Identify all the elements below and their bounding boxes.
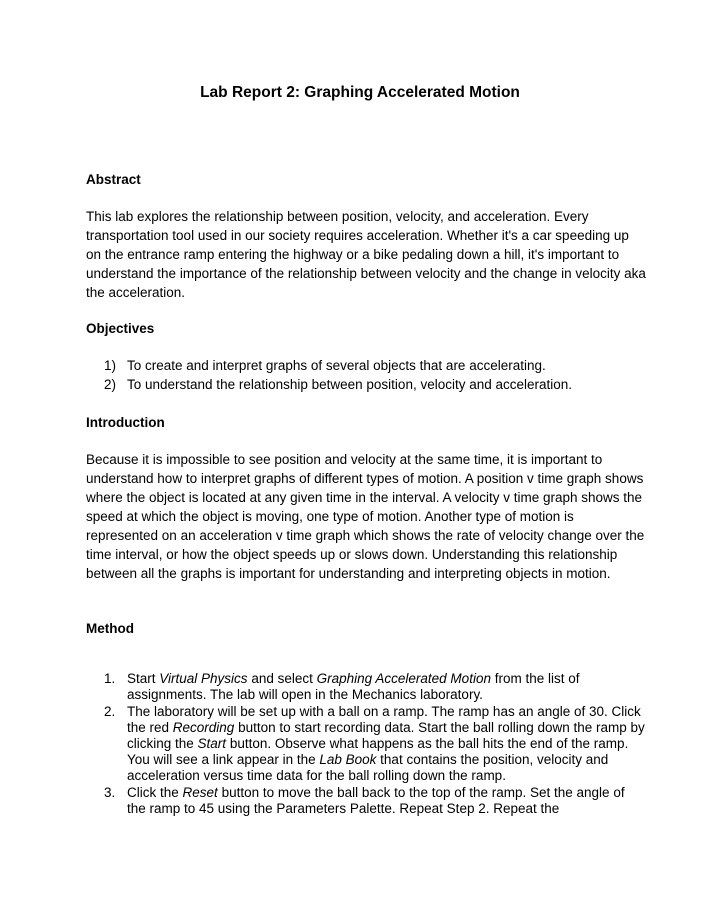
abstract-heading: Abstract <box>86 172 141 187</box>
list-item <box>86 375 646 394</box>
list-number: 1. <box>104 671 116 686</box>
method-steps-list <box>86 671 646 817</box>
objectives-list <box>86 356 646 394</box>
abstract-body: This lab explores the relationship between position, velocity, and acceleration. Every transportation tool used in our society requires acceleration. Whether it's a car speeding up on the entrance ramp entering the highway or a bike pedaling down a hill, it's important to understand the importance of the relationship between velocity and the change in velocity aka the acceleration. <box>86 209 646 300</box>
objectives-heading: Objectives <box>86 321 155 336</box>
list-item-text: To create and interpret graphs of several objects that are accelerating. <box>127 358 546 373</box>
list-item <box>86 356 646 375</box>
introduction-body: Because it is impossible to see position and velocity at the same time, it is important to understand how to interpret graphs of different types of motion. A position v time graph shows where the object is located at any given time in the interval. A velocity v time graph shows the speed at which the object is moving, one type of motion. Another type of motion is represented on an acceleration v time graph which shows the rate of velocity change over the time interval, or how the object speeds up or slows down. Understanding this relationship between all the graphs is important for understanding and interpreting objects in motion. <box>86 452 645 581</box>
list-item: 1. Start Virtual Physics and select Graphing Accelerated Motion from the list of assignments. The lab will open in the Mechanics laboratory. <box>104 671 580 702</box>
list-item-text: To understand the relationship between position, velocity and acceleration. <box>127 377 573 392</box>
list-number: 2) <box>104 377 117 392</box>
list-item: 2. The laboratory will be set up with a ball on a ramp. The ramp has an angle of 30. Click the red Recording button to start recording data. Start the ball rolling down the ramp by clicking the Start button. Observe what happens as the ball hits the end of the ramp. You will see a link appear in the Lab Book that contains the position, velocity and acceleration versus time data for the ball rolling down the ramp. <box>104 704 645 783</box>
page-title: Lab Report 2: Graphing Accelerated Motion <box>200 84 520 101</box>
list-number: 1) <box>104 358 117 373</box>
introduction-heading: Introduction <box>86 415 165 430</box>
list-number: 2. <box>104 704 116 719</box>
list-number: 3. <box>104 785 116 800</box>
list-item: 3. Click the Reset button to move the ball back to the top of the ramp. Set the angle of the ramp to 45 using the Parameters Palette. Repeat Step 2. Repeat the <box>104 785 625 816</box>
method-heading: Method <box>86 621 134 636</box>
